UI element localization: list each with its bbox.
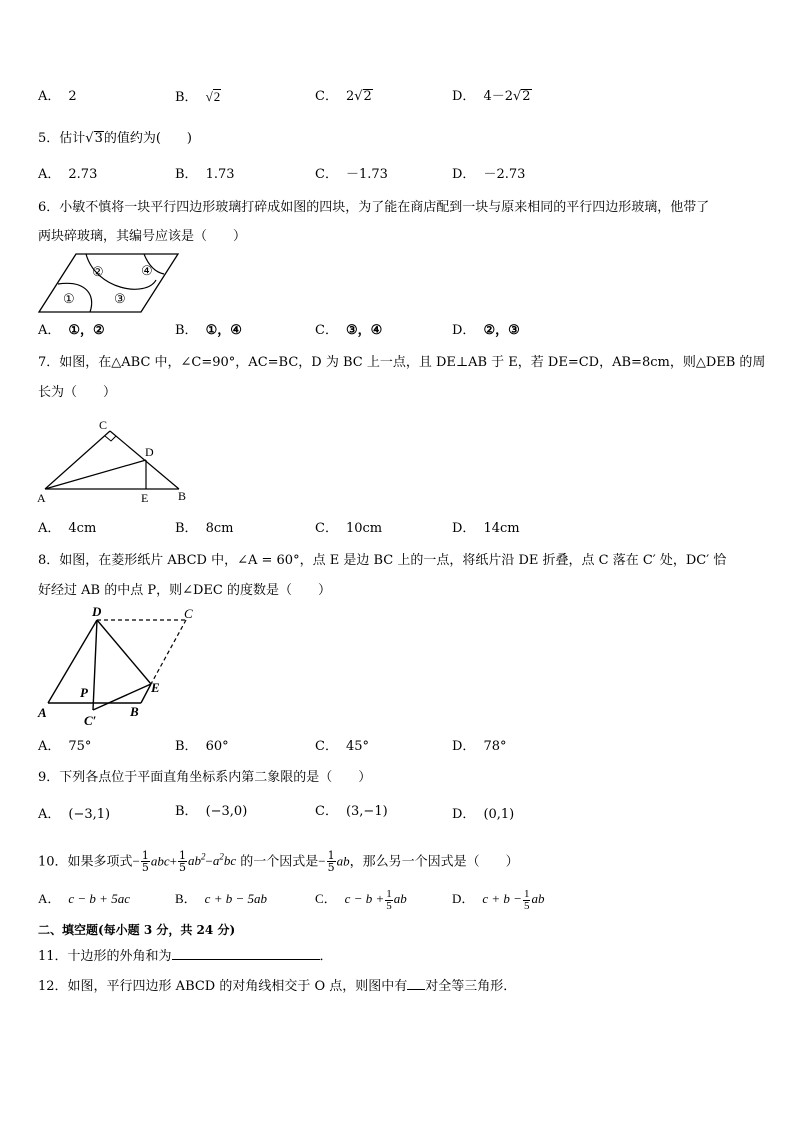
q5-option-a: A． 2.73 bbox=[38, 167, 98, 182]
q10-frac-2: $\frac{1}{5}$ bbox=[179, 849, 187, 875]
q9-stem: 9．下列各点位于平面直角坐标系内第二象限的是（ ） bbox=[38, 770, 372, 785]
q7-triangle-figure bbox=[36, 414, 196, 506]
q10-option-a: A． c − b + 5ac bbox=[38, 891, 130, 906]
q8-label-d: D bbox=[92, 604, 102, 619]
q8-option-b: B． 60° bbox=[175, 739, 229, 754]
q8-option-a: A． 75° bbox=[38, 739, 92, 754]
q5-option-d: D． －2.73 bbox=[452, 167, 526, 182]
q4-option-c: C． 2√2 bbox=[315, 89, 372, 104]
q6-label-4: ④ bbox=[141, 263, 153, 278]
q6-label-1: ① bbox=[63, 291, 75, 306]
q7-label-a: A bbox=[37, 491, 46, 505]
q7-option-d: D． 14cm bbox=[452, 521, 520, 536]
q10-option-c: C． c − b + $\frac{1}{5}$ ab bbox=[315, 887, 407, 912]
q8-label-a: A bbox=[38, 705, 47, 720]
q8-label-e: E bbox=[151, 680, 160, 695]
q6-stem-line1: 6．小敏不慎将一块平行四边形玻璃打碎成如图的四块，为了能在商店配到一块与原来相同的平行四边形玻璃，他带了 bbox=[38, 200, 710, 215]
q10-frac-1: $\frac{1}{5}$ bbox=[141, 849, 149, 875]
q7-label-d: D bbox=[145, 445, 154, 459]
q7-option-a: A． 4cm bbox=[38, 521, 97, 536]
q12-answer-blank[interactable] bbox=[407, 977, 425, 990]
q8-label-c: C bbox=[184, 606, 193, 621]
q6-option-b: B． ①，④ bbox=[175, 323, 242, 338]
q10-option-b: B． c + b − 5ab bbox=[175, 891, 267, 906]
q4-option-d: D． 4－2√2 bbox=[452, 89, 531, 104]
q8-label-p: P bbox=[80, 685, 88, 700]
q11-answer-blank[interactable] bbox=[172, 947, 320, 960]
q10-frac-3: $\frac{1}{5}$ bbox=[327, 849, 335, 875]
q4-option-b: B． √2 bbox=[175, 89, 221, 105]
q8-stem-line2: 好经过 AB 的中点 P，则∠DEC 的度数是（ ） bbox=[38, 583, 331, 598]
q6-option-c: C． ③，④ bbox=[315, 323, 383, 338]
q8-label-cprime: C′ bbox=[84, 713, 97, 728]
q6-label-2: ② bbox=[92, 264, 104, 279]
q8-rhombus-figure bbox=[34, 604, 204, 730]
q7-label-c: C bbox=[99, 418, 108, 432]
q8-label-b: B bbox=[130, 704, 139, 719]
q5-option-b: B． 1.73 bbox=[175, 167, 235, 182]
q7-option-b: B． 8cm bbox=[175, 521, 234, 536]
q8-option-d: D． 78° bbox=[452, 739, 507, 754]
q6-stem-line2: 两块碎玻璃，其编号应该是（ ） bbox=[38, 229, 247, 244]
q7-stem-line1: 7．如图，在△ABC 中，∠C=90°，AC=BC，D 为 BC 上一点，且 DE⊥AB 于 E，若 DE=CD，AB=8cm，则△DEB 的周 bbox=[38, 355, 766, 370]
q9-option-a: A． (−3,1) bbox=[38, 807, 111, 822]
q4-option-a: A． 2 bbox=[38, 89, 77, 104]
q5-option-c: C． －1.73 bbox=[315, 167, 388, 182]
q6-label-3: ③ bbox=[114, 291, 126, 306]
q7-label-b: B bbox=[178, 489, 187, 503]
q7-label-e: E bbox=[141, 491, 149, 505]
q9-option-b: B． (−3,0) bbox=[175, 804, 248, 819]
q7-stem-line2: 长为（ ） bbox=[38, 385, 117, 400]
q9-option-c: C． (3,−1) bbox=[315, 804, 388, 819]
q8-option-c: C． 45° bbox=[315, 739, 369, 754]
q6-option-a: A． ①，② bbox=[38, 323, 105, 338]
section-heading-fill-in: 二、填空题(每小题 3 分，共 24 分) bbox=[38, 923, 236, 937]
q12-stem: 12．如图，平行四边形 ABCD 的对角线相交于 O 点，则图中有 对全等三角形． bbox=[38, 979, 517, 994]
q10-option-d: D． c + b − $\frac{1}{5}$ ab bbox=[452, 887, 545, 912]
q8-stem-line1: 8．如图，在菱形纸片 ABCD 中，∠A = 60°，点 E 是边 BC 上的一点，将纸片沿 DE 折叠，点 C 落在 C′ 处，DC′ 恰 bbox=[38, 553, 727, 568]
q7-option-c: C． 10cm bbox=[315, 521, 383, 536]
q9-option-d: D． (0,1) bbox=[452, 807, 515, 822]
q10-stem: 10．如果多项式− $\frac{1}{5}$ abc+ $\frac{1}{5}$ $ab^2-a^2bc$ 的一个因式是− $\frac{1}{5}$ ab，那么另一个因式是（ ） bbox=[38, 849, 519, 875]
q11-stem: 11．十边形的外角和为 ． bbox=[38, 949, 333, 964]
q5-stem: 5．估计√3的值约为( ) bbox=[38, 131, 193, 146]
q6-glass-figure bbox=[36, 250, 181, 316]
q6-option-d: D． ②，③ bbox=[452, 323, 520, 338]
